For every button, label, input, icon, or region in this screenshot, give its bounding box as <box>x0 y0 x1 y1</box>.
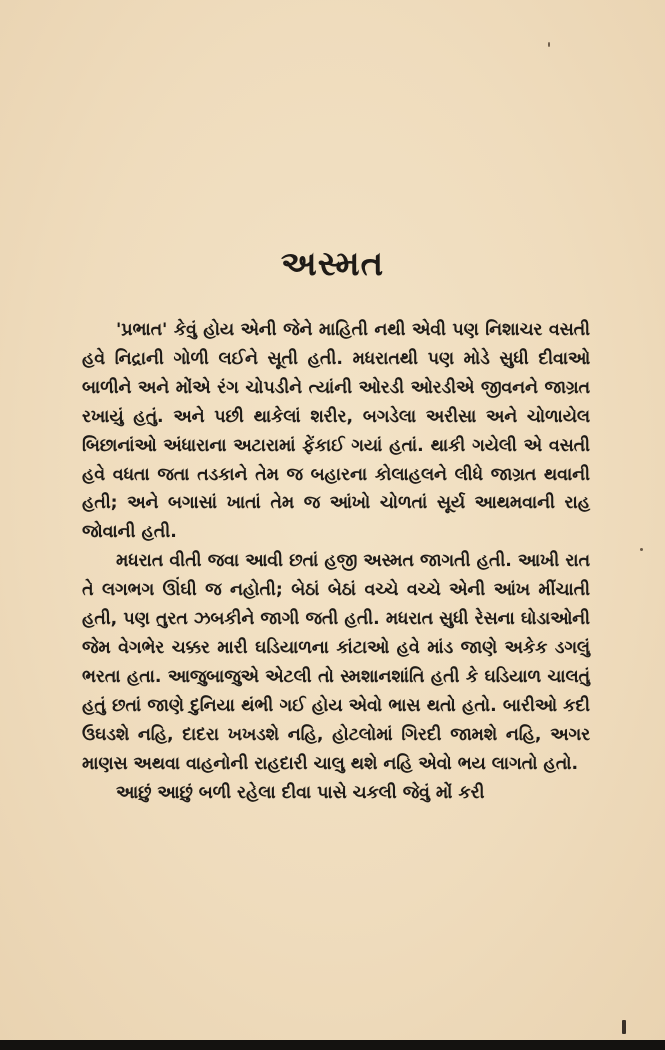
chapter-body <box>82 316 590 807</box>
chapter-title: અસ્મત <box>280 244 385 284</box>
paragraph-2: મધરાત વીતી જવા આવી છતાં હજી અસ્મત જાગતી હતી. આખી રાત તે લગભગ ઊંઘી જ નહોતી; બેઠાં બેઠાં વચ્ચે વચ્ચે એની આંખ મીંચાતી હતી, પણ તુરત ઝબકીને જાગી જતી હતી. મધરાત સુધી રેસના ઘોડાઓની જેમ વેગભેર ચક્કર મારી ઘડિયાળના કાંટાઓ હવે માંડ જાણે અકેક ડગલું ભરતા હતા. આજુબાજુએ એટલી તો સ્મશાનશાંતિ હતી કે ઘડિયાળ ચાલતું હતું છતાં જાણે દુનિયા થંભી ગઈ હોય એવો ભાસ થતો હતો. બારીઓ કદી ઉઘડશે નહિ, દાદરા ખખડશે નહિ, હોટલોમાં ગિરદી જામશે નહિ, અગર માણસ અથવા વાહનોની રાહદારી ચાલુ થશે નહિ એવો ભય લાગતો હતો. <box>82 551 590 774</box>
paper-speck <box>548 42 550 47</box>
paragraph-1: 'પ્રભાત' કેવું હોય એની જેને માહિતી નથી એવી પણ નિશાચર વસતી હવે નિદ્રાની ગોળી લઈને સૂતી હતી. મધરાતથી પણ મોડે સુધી દીવાઓ બાળીને અને મોંએ રંગ ચોપડીને ત્યાંની ઓરડી ઓરડીએ જીવનને જાગ્રત રખાયું હતું. અને પછી થાકેલાં શરીર, બગડેલા અરીસા અને ચોળાયેલ બિછાનાંઓ અંધારાના અટારામાં ફેંકાઈ ગયાં હતાં. થાકી ગયેલી એ વસતી હવે વધતા જતા તડકાને તેમ જ બહારના કોલાહલને લીધે જાગ્રત થવાની હતી; અને બગાસાં ખાતાં તેમ જ આંખો ચોળતાં સૂર્ય આથમવાની રાહ જોવાની હતી. <box>82 320 590 543</box>
paper-speck <box>622 1020 626 1034</box>
paper-speck <box>640 548 643 551</box>
paragraph-3: આછું આછું બળી રહેલા દીવા પાસે ચકલી જેવું મોં કરી <box>116 782 485 803</box>
scan-bottom-border <box>0 1040 665 1050</box>
